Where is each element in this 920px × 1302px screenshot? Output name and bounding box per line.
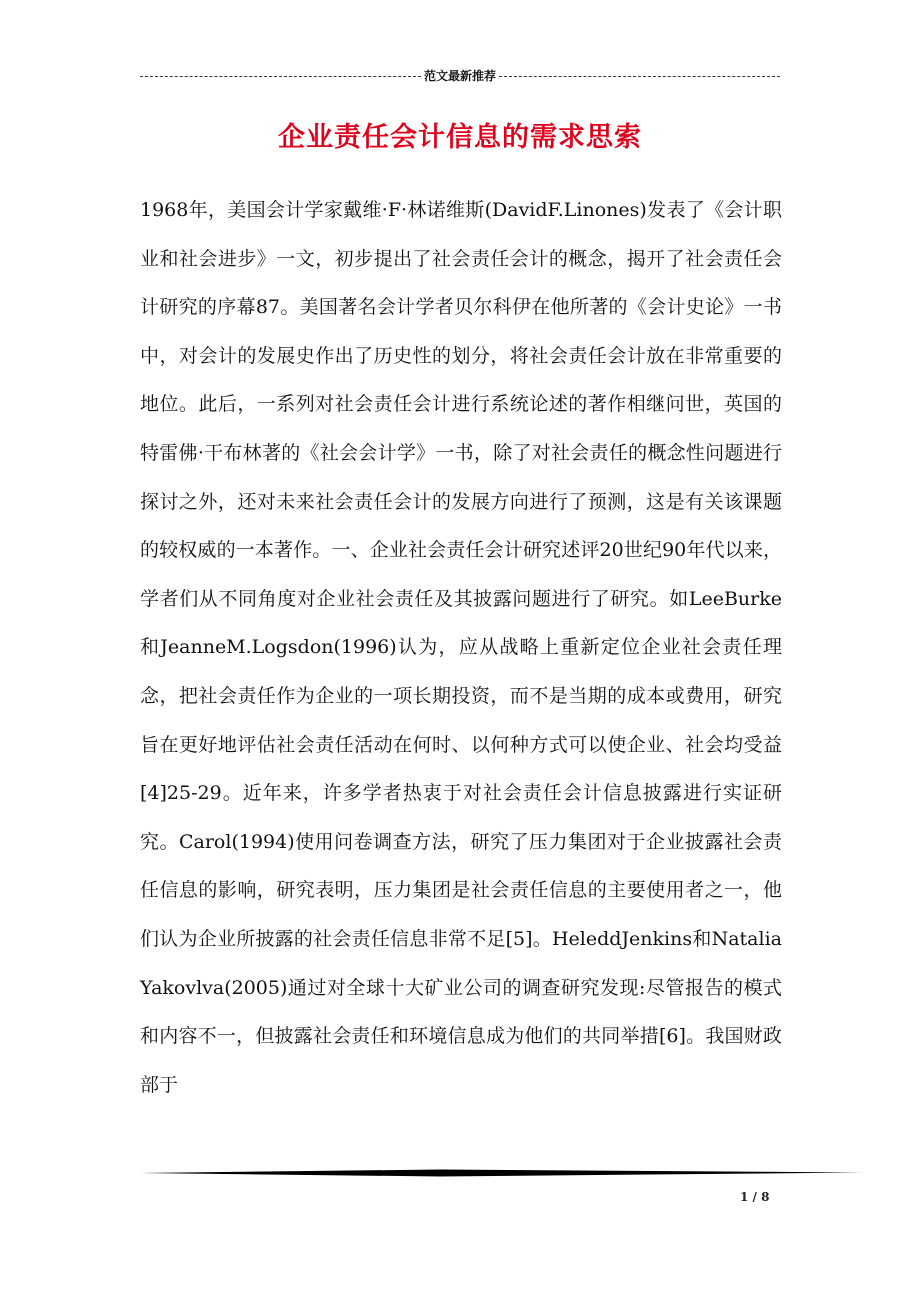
- footer-rule: [140, 1168, 862, 1178]
- header-dashes-right: [499, 76, 780, 77]
- document-title: 企业责任会计信息的需求思索: [278, 122, 642, 153]
- page-header: [140, 66, 780, 86]
- header-dashes-left: [140, 76, 421, 77]
- header-label: 范文最新推荐: [424, 69, 497, 83]
- body-paragraph: 1968年，美国会计学家戴维·F·林诺维斯(DavidF.Linones)发表了《会计职业和社会进步》一文，初步提出了社会责任会计的概念，揭开了社会责任会计研究的序幕87。美国著名会计学者贝尔科伊在他所著的《会计史论》一书中，对会计的发展史作出了历史性的划分，将社会责任会计放在非常重要的地位。此后，一系列对社会责任会计进行系统论述的著作相继问世，英国的特雷佛·干布林著的《社会会计学》一书，除了对社会责任的概念性问题进行探讨之外，还对未来社会责任会计的发展方向进行了预测，这是有关该课题的较权威的一本著作。一、企业社会责任会计研究述评20世纪90年代以来，学者们从不同角度对企业社会责任及其披露问题进行了研究。如LeeBurke和JeanneM.Logsdon(1996)认为，应从战略上重新定位企业社会责任理念，把社会责任作为企业的一项长期投资，而不是当期的成本或费用，研究旨在更好地评估社会责任活动在何时、以何种方式可以使企业、社会均受益[4]25-29。近年来，许多学者热衷于对社会责任会计信息披露进行实证研究。Carol(1994)使用问卷调查方法，研究了压力集团对于企业披露社会责任信息的影响，研究表明，压力集团是社会责任信息的主要使用者之一，他们认为企业所披露的社会责任信息非常不足[5]。HeleddJenkins和NataliaYakovlva(2005)通过对全球十大矿业公司的调查研究发现:尽管报告的模式和内容不一，但披露社会责任和环境信息成为他们的共同举措[6]。我国财政部于: [140, 199, 782, 1096]
- page-number: 1 / 8: [740, 1190, 770, 1204]
